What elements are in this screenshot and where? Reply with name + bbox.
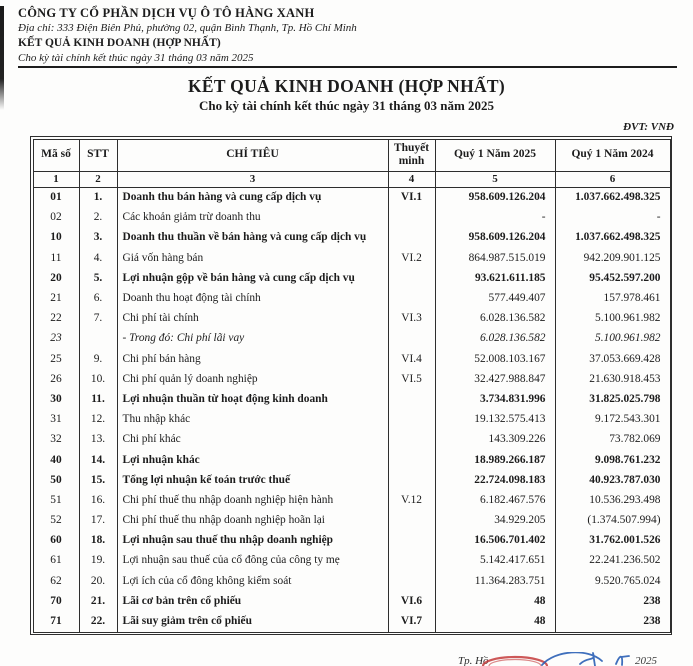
cell-q1-2025: 48	[435, 611, 555, 632]
table-row	[33, 208, 670, 228]
header-stt: STT	[79, 139, 117, 171]
letterhead-report-name: KẾT QUẢ KINH DOANH (HỢP NHẤT)	[18, 36, 677, 51]
cell-ma-so: 11	[33, 248, 79, 268]
cell-ma-so: 62	[33, 571, 79, 591]
cell-thuyet-minh	[388, 470, 435, 490]
company-address: Địa chỉ: 333 Điện Biên Phủ, phường 02, quận Bình Thạnh, Tp. Hồ Chí Minh	[18, 21, 677, 36]
cell-q1-2025: -	[435, 208, 555, 228]
cell-ma-so: 60	[33, 531, 79, 551]
cell-q1-2025: 6.028.136.582	[435, 329, 555, 349]
cell-thuyet-minh	[388, 551, 435, 571]
cell-thuyet-minh	[388, 288, 435, 308]
cell-q1-2025: 32.427.988.847	[435, 369, 555, 389]
cell-thuyet-minh: V.12	[388, 490, 435, 510]
cell-chi-tieu: Chi phí thuế thu nhập doanh nghiệp hoãn lại	[117, 511, 388, 531]
cell-thuyet-minh	[388, 450, 435, 470]
cell-q1-2024: 157.978.461	[555, 288, 670, 308]
cell-stt: 7.	[79, 309, 117, 329]
cell-stt: 16.	[79, 490, 117, 510]
cell-ma-so: 71	[33, 611, 79, 632]
cell-thuyet-minh: VI.2	[388, 248, 435, 268]
page-title: KẾT QUẢ KINH DOANH (HỢP NHẤT)	[0, 76, 693, 97]
cell-q1-2024: 9.098.761.232	[555, 450, 670, 470]
cell-chi-tieu: Chi phí thuế thu nhập doanh nghiệp hiện hành	[117, 490, 388, 510]
table-row	[33, 309, 670, 329]
cell-ma-so: 01	[33, 187, 79, 208]
column-number: 1	[33, 171, 79, 187]
cell-q1-2025: 577.449.407	[435, 288, 555, 308]
cell-ma-so: 26	[33, 369, 79, 389]
footer-year-fragment: 2025	[635, 655, 657, 666]
cell-q1-2024: 73.782.069	[555, 430, 670, 450]
cell-q1-2025: 6.182.467.576	[435, 490, 555, 510]
cell-stt: 19.	[79, 551, 117, 571]
table-row	[33, 591, 670, 611]
cell-q1-2024: 40.923.787.030	[555, 470, 670, 490]
cell-chi-tieu: Tổng lợi nhuận kế toán trước thuế	[117, 470, 388, 490]
cell-q1-2024: 22.241.236.502	[555, 551, 670, 571]
cell-thuyet-minh	[388, 389, 435, 409]
cell-thuyet-minh: VI.7	[388, 611, 435, 632]
cell-q1-2025: 3.734.831.996	[435, 389, 555, 409]
cell-ma-so: 20	[33, 268, 79, 288]
cell-thuyet-minh: VI.3	[388, 309, 435, 329]
cell-stt: 22.	[79, 611, 117, 632]
cell-q1-2025: 18.989.266.187	[435, 450, 555, 470]
cell-stt: 2.	[79, 208, 117, 228]
header-q1-2025: Quý 1 Năm 2025	[435, 139, 555, 171]
table-row	[33, 329, 670, 349]
currency-unit-label: ĐVT: VNĐ	[0, 121, 674, 133]
cell-q1-2025: 958.609.126.204	[435, 228, 555, 248]
table-row	[33, 430, 670, 450]
cell-q1-2024: 942.209.901.125	[555, 248, 670, 268]
table-row	[33, 369, 670, 389]
cell-thuyet-minh	[388, 571, 435, 591]
table-row	[33, 450, 670, 470]
table-row	[33, 288, 670, 308]
table-row	[33, 531, 670, 551]
table-row	[33, 389, 670, 409]
cell-stt: 14.	[79, 450, 117, 470]
cell-thuyet-minh: VI.1	[388, 187, 435, 208]
table-row	[33, 268, 670, 288]
cell-q1-2024: 1.037.662.498.325	[555, 187, 670, 208]
cell-q1-2025: 48	[435, 591, 555, 611]
cell-stt: 21.	[79, 591, 117, 611]
cell-ma-so: 22	[33, 309, 79, 329]
column-number: 6	[555, 171, 670, 187]
cell-thuyet-minh	[388, 511, 435, 531]
cell-stt: 6.	[79, 288, 117, 308]
table-row	[33, 187, 670, 208]
cell-chi-tieu: Doanh thu bán hàng và cung cấp dịch vụ	[117, 187, 388, 208]
cell-q1-2025: 93.621.611.185	[435, 268, 555, 288]
cell-ma-so: 40	[33, 450, 79, 470]
column-number-row	[33, 171, 670, 187]
cell-q1-2024: 31.762.001.526	[555, 531, 670, 551]
cell-stt: 10.	[79, 369, 117, 389]
cell-chi-tieu: - Trong đó: Chi phí lãi vay	[117, 329, 388, 349]
cell-q1-2024: 238	[555, 591, 670, 611]
scan-edge-artifact	[0, 6, 4, 110]
cell-q1-2025: 11.364.283.751	[435, 571, 555, 591]
cell-q1-2025: 34.929.205	[435, 511, 555, 531]
cell-ma-so: 31	[33, 410, 79, 430]
cell-q1-2024: 10.536.293.498	[555, 490, 670, 510]
cell-ma-so: 70	[33, 591, 79, 611]
table-row	[33, 490, 670, 510]
cell-q1-2025: 958.609.126.204	[435, 187, 555, 208]
cell-stt: 13.	[79, 430, 117, 450]
table-row	[33, 248, 670, 268]
cell-thuyet-minh	[388, 531, 435, 551]
table-row	[33, 470, 670, 490]
cell-thuyet-minh: VI.6	[388, 591, 435, 611]
cell-q1-2025: 6.028.136.582	[435, 309, 555, 329]
cell-q1-2024: 238	[555, 611, 670, 632]
cell-thuyet-minh	[388, 410, 435, 430]
cell-stt: 15.	[79, 470, 117, 490]
report-table-body	[33, 187, 670, 632]
cell-chi-tieu: Lợi nhuận khác	[117, 450, 388, 470]
header-divider	[18, 66, 677, 68]
income-statement-table-wrap	[30, 136, 672, 635]
cell-chi-tieu: Doanh thu thuần về bán hàng và cung cấp dịch vụ	[117, 228, 388, 248]
cell-chi-tieu: Các khoản giảm trừ doanh thu	[117, 208, 388, 228]
cell-stt: 4.	[79, 248, 117, 268]
header-chi-tieu: CHỈ TIÊU	[117, 139, 388, 171]
cell-q1-2024: 9.520.765.024	[555, 571, 670, 591]
cell-chi-tieu: Chi phí quản lý doanh nghiệp	[117, 369, 388, 389]
letterhead-period: Cho kỳ tài chính kết thúc ngày 31 tháng 03 năm 2025	[18, 51, 677, 65]
cell-q1-2025: 16.506.701.402	[435, 531, 555, 551]
stamp-and-signature-icon	[430, 652, 693, 666]
table-row	[33, 551, 670, 571]
cell-q1-2025: 22.724.098.183	[435, 470, 555, 490]
cell-chi-tieu: Lãi suy giảm trên cổ phiếu	[117, 611, 388, 632]
cell-ma-so: 02	[33, 208, 79, 228]
cell-chi-tieu: Lợi ích của cổ đông không kiểm soát	[117, 571, 388, 591]
cell-thuyet-minh	[388, 228, 435, 248]
cell-chi-tieu: Doanh thu hoạt động tài chính	[117, 288, 388, 308]
cell-chi-tieu: Chi phí tài chính	[117, 309, 388, 329]
cell-stt: 11.	[79, 389, 117, 409]
table-row	[33, 228, 670, 248]
cell-q1-2024: 9.172.543.301	[555, 410, 670, 430]
scanned-financial-report-page	[0, 6, 693, 666]
page-subtitle: Cho kỳ tài chính kết thúc ngày 31 tháng 03 năm 2025	[0, 98, 693, 114]
cell-q1-2024: 95.452.597.200	[555, 268, 670, 288]
footer-place-fragment: Tp. Hồ	[458, 655, 489, 666]
cell-chi-tieu: Giá vốn hàng bán	[117, 248, 388, 268]
cell-ma-so: 32	[33, 430, 79, 450]
income-statement-table	[33, 139, 671, 633]
table-row	[33, 410, 670, 430]
cell-stt: 1.	[79, 187, 117, 208]
cell-q1-2024: -	[555, 208, 670, 228]
cell-q1-2024: 5.100.961.982	[555, 329, 670, 349]
cell-chi-tieu: Lợi nhuận gộp về bán hàng và cung cấp dịch vụ	[117, 268, 388, 288]
cell-ma-so: 52	[33, 511, 79, 531]
cell-thuyet-minh	[388, 329, 435, 349]
cell-stt: 20.	[79, 571, 117, 591]
header-ma-so: Mã số	[33, 139, 79, 171]
cell-chi-tieu: Chi phí khác	[117, 430, 388, 450]
cell-ma-so: 51	[33, 490, 79, 510]
cell-q1-2024: 31.825.025.798	[555, 389, 670, 409]
cell-ma-so: 10	[33, 228, 79, 248]
cell-chi-tieu: Lợi nhuận sau thuế thu nhập doanh nghiệp	[117, 531, 388, 551]
company-name: CÔNG TY CỔ PHẦN DỊCH VỤ Ô TÔ HÀNG XANH	[18, 6, 677, 21]
cell-q1-2024: 21.630.918.453	[555, 369, 670, 389]
cell-q1-2025: 19.132.575.413	[435, 410, 555, 430]
cell-ma-so: 25	[33, 349, 79, 369]
cell-thuyet-minh: VI.5	[388, 369, 435, 389]
cell-ma-so: 23	[33, 329, 79, 349]
header-thuyet-minh: Thuyết minh	[388, 139, 435, 171]
table-row	[33, 571, 670, 591]
cell-q1-2025: 52.008.103.167	[435, 349, 555, 369]
letterhead	[18, 6, 677, 65]
cell-chi-tieu: Thu nhập khác	[117, 410, 388, 430]
cell-stt: 3.	[79, 228, 117, 248]
cell-stt: 18.	[79, 531, 117, 551]
cell-stt: 9.	[79, 349, 117, 369]
table-row	[33, 611, 670, 632]
cell-q1-2024: (1.374.507.994)	[555, 511, 670, 531]
cell-chi-tieu: Lãi cơ bản trên cổ phiếu	[117, 591, 388, 611]
cell-chi-tieu: Lợi nhuận sau thuế của cổ đông của công ty mẹ	[117, 551, 388, 571]
cell-thuyet-minh	[388, 208, 435, 228]
cell-ma-so: 50	[33, 470, 79, 490]
cell-chi-tieu: Lợi nhuận thuần từ hoạt động kinh doanh	[117, 389, 388, 409]
cell-stt: 12.	[79, 410, 117, 430]
column-number: 4	[388, 171, 435, 187]
table-row	[33, 511, 670, 531]
cell-stt: 5.	[79, 268, 117, 288]
cell-chi-tieu: Chi phí bán hàng	[117, 349, 388, 369]
cell-thuyet-minh: VI.4	[388, 349, 435, 369]
cell-q1-2025: 5.142.417.651	[435, 551, 555, 571]
header-q1-2024: Quý 1 Năm 2024	[555, 139, 670, 171]
cell-q1-2024: 1.037.662.498.325	[555, 228, 670, 248]
cell-ma-so: 30	[33, 389, 79, 409]
cell-q1-2024: 37.053.669.428	[555, 349, 670, 369]
cell-ma-so: 21	[33, 288, 79, 308]
signature-stamp-area	[430, 652, 693, 666]
table-header-row	[33, 139, 670, 171]
table-row	[33, 349, 670, 369]
cell-thuyet-minh	[388, 430, 435, 450]
column-number: 5	[435, 171, 555, 187]
cell-stt: 17.	[79, 511, 117, 531]
cell-stt	[79, 329, 117, 349]
column-number: 3	[117, 171, 388, 187]
cell-thuyet-minh	[388, 268, 435, 288]
cell-q1-2024: 5.100.961.982	[555, 309, 670, 329]
cell-q1-2025: 143.309.226	[435, 430, 555, 450]
cell-q1-2025: 864.987.515.019	[435, 248, 555, 268]
column-number: 2	[79, 171, 117, 187]
cell-ma-so: 61	[33, 551, 79, 571]
